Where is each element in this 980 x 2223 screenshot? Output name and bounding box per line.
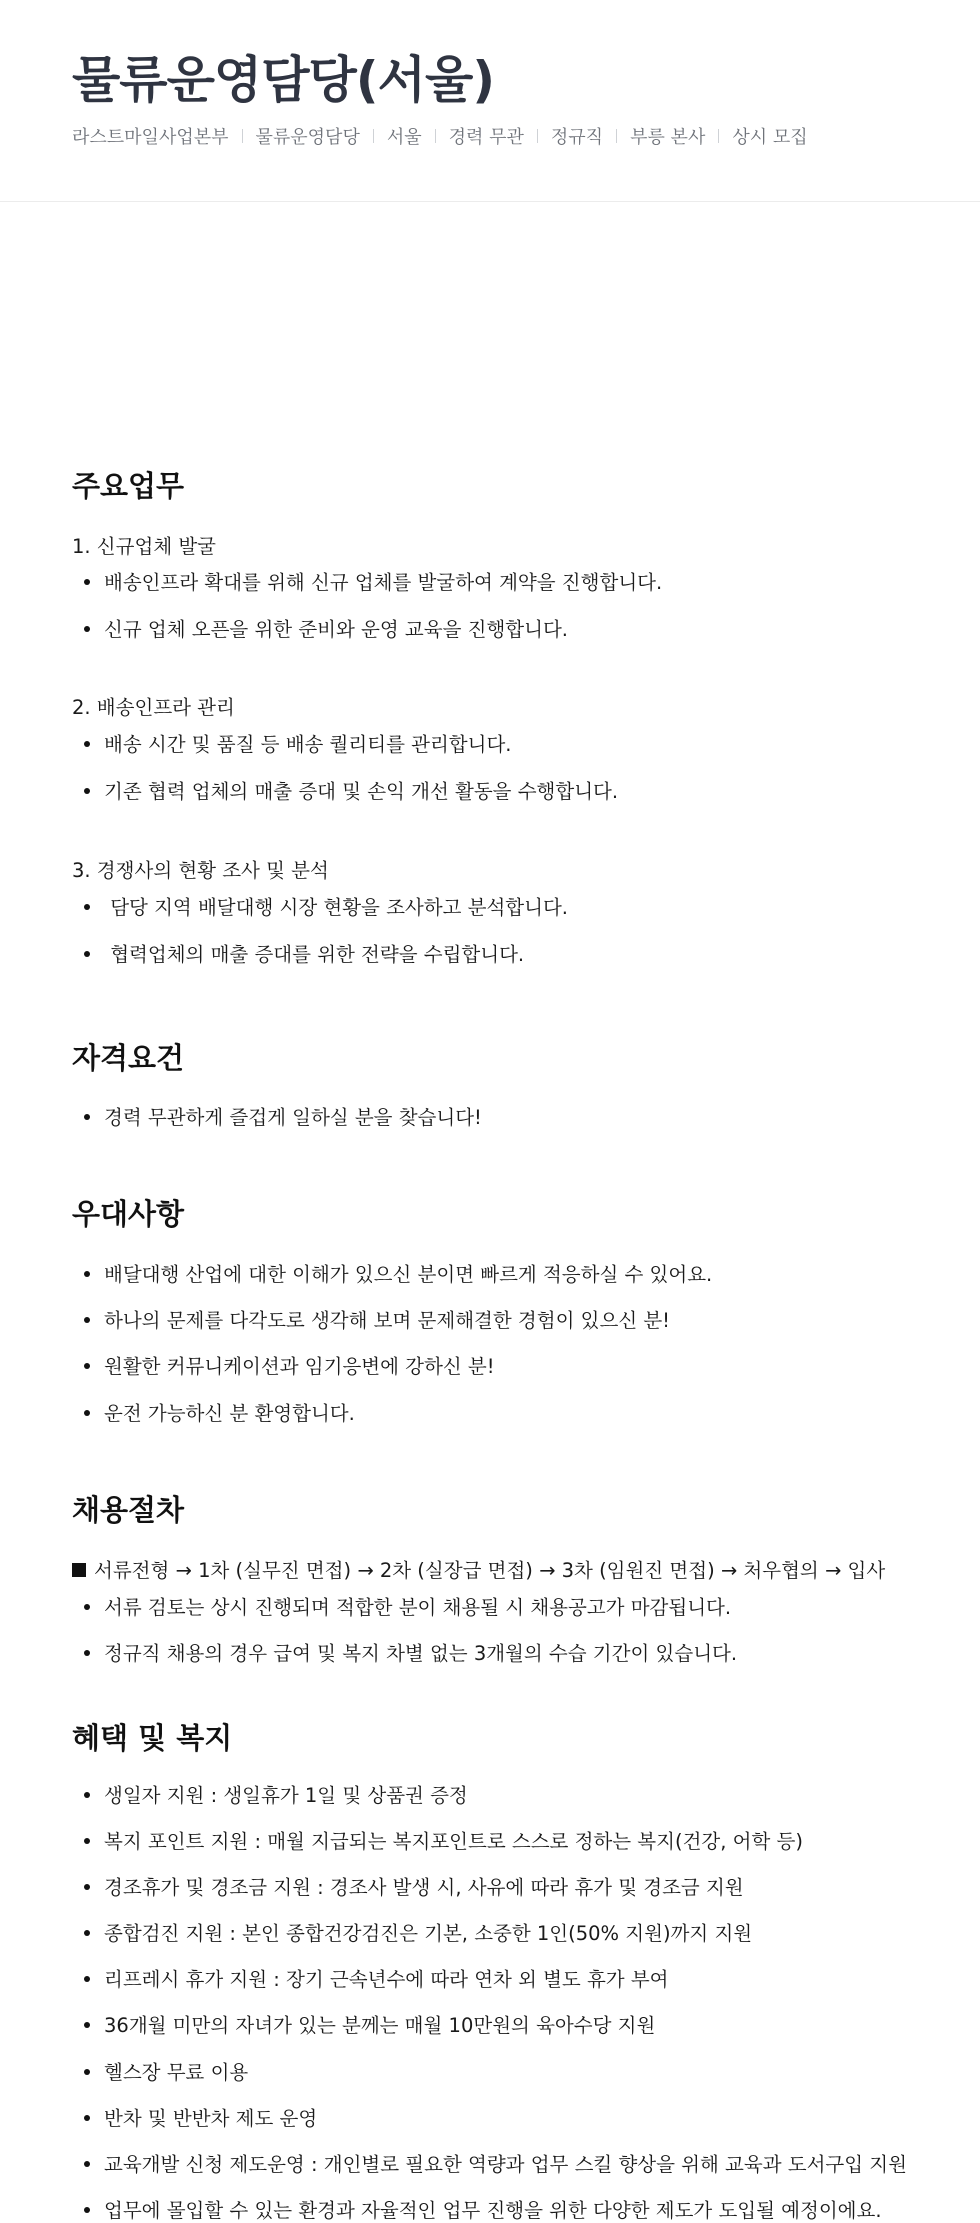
bullet-icon bbox=[84, 1363, 90, 1369]
bullet-icon bbox=[84, 1114, 90, 1120]
bullet-icon bbox=[84, 1884, 90, 1890]
list-item bbox=[72, 2010, 655, 2038]
meta-recruit-status: 상시 모집 bbox=[732, 127, 808, 148]
list-item bbox=[72, 1592, 731, 1620]
bullet-icon bbox=[84, 2022, 90, 2028]
meta-divider bbox=[242, 129, 243, 143]
bullet-icon bbox=[84, 1317, 90, 1323]
meta-divider bbox=[435, 129, 436, 143]
section-heading-benefits: 혜택 및 복지 bbox=[72, 1721, 233, 1755]
meta-experience: 경력 무관 bbox=[448, 127, 524, 148]
list-item-text: 신규 업체 오픈을 위한 준비와 운영 교육을 진행합니다. bbox=[104, 618, 569, 641]
meta-divider bbox=[373, 129, 374, 143]
bullet-icon bbox=[84, 1604, 90, 1610]
list-item bbox=[72, 1780, 468, 1808]
list-item bbox=[72, 2149, 907, 2177]
meta-divider bbox=[616, 129, 617, 143]
bullet-icon bbox=[84, 2207, 90, 2213]
job-meta-tags bbox=[72, 123, 808, 149]
list-item bbox=[72, 2057, 248, 2085]
list-item bbox=[72, 939, 524, 967]
bullet-icon bbox=[84, 741, 90, 747]
list-item-text: 경력 무관하게 즐겁게 일하실 분을 찾습니다! bbox=[104, 1106, 482, 1129]
list-item bbox=[72, 1638, 737, 1666]
list-item-text: 복지 포인트 지원 : 매월 지급되는 복지포인트로 스스로 정하는 복지(건강, 어학 등) bbox=[104, 1830, 803, 1853]
page-title: 물류운영담당(서울) bbox=[72, 51, 495, 109]
list-item bbox=[72, 1102, 482, 1130]
bullet-icon bbox=[84, 1838, 90, 1844]
bullet-icon bbox=[84, 579, 90, 585]
list-item bbox=[72, 892, 568, 920]
list-item-text: 정규직 채용의 경우 급여 및 복지 차별 없는 3개월의 수습 기간이 있습니다. bbox=[104, 1642, 738, 1665]
list-item-text: 배송인프라 확대를 위해 신규 업체를 발굴하여 계약을 진행합니다. bbox=[104, 571, 663, 594]
hiring-flow bbox=[72, 1555, 885, 1583]
meta-department: 라스트마일사업본부 bbox=[72, 127, 229, 148]
list-item-text: 배송 시간 및 품질 등 배송 퀄리티를 관리합니다. bbox=[104, 733, 512, 756]
bullet-icon bbox=[84, 2069, 90, 2075]
list-item-text: 리프레시 휴가 지원 : 장기 근속년수에 따라 연차 외 별도 휴가 부여 bbox=[104, 1968, 669, 1991]
list-item bbox=[72, 2195, 882, 2223]
list-item-text: 헬스장 무료 이용 bbox=[104, 2061, 249, 2084]
list-item bbox=[72, 614, 568, 642]
list-item-text: 하나의 문제를 다각도로 생각해 보며 문제해결한 경험이 있으신 분! bbox=[104, 1309, 671, 1332]
square-bullet-icon bbox=[72, 1563, 86, 1577]
bullet-icon bbox=[84, 904, 90, 910]
bullet-icon bbox=[84, 1410, 90, 1416]
bullet-icon bbox=[84, 2161, 90, 2167]
list-item-text: 교육개발 신청 제도운영 : 개인별로 필요한 역량과 업무 스킬 향상을 위해 교육과 도서구입 지원 bbox=[104, 2153, 907, 2176]
list-item bbox=[72, 776, 618, 804]
list-item-text: 생일자 지원 : 생일휴가 1일 및 상품권 증정 bbox=[104, 1784, 468, 1807]
list-item-text: 담당 지역 배달대행 시장 현황을 조사하고 분석합니다. bbox=[104, 896, 569, 919]
list-item-text: 기존 협력 업체의 매출 증대 및 손익 개선 활동을 수행합니다. bbox=[104, 780, 619, 803]
list-item-text: 배달대행 산업에 대한 이해가 있으신 분이면 빠르게 적응하실 수 있어요. bbox=[104, 1263, 713, 1286]
list-item-text: 종합검진 지원 : 본인 종합건강검진은 기본, 소중한 1인(50% 지원)까지 지원 bbox=[104, 1922, 753, 1945]
meta-office: 부릉 본사 bbox=[630, 127, 706, 148]
list-item bbox=[72, 1964, 669, 1992]
list-item bbox=[72, 2103, 317, 2131]
list-item bbox=[72, 1826, 803, 1854]
bullet-icon bbox=[84, 1930, 90, 1936]
job-header bbox=[0, 0, 980, 202]
list-item bbox=[72, 1351, 495, 1379]
list-item bbox=[72, 567, 662, 595]
bullet-icon bbox=[84, 1792, 90, 1798]
bullet-icon bbox=[84, 1976, 90, 1982]
section-heading-qualifications: 자격요건 bbox=[72, 1041, 185, 1075]
list-item bbox=[72, 1398, 355, 1426]
bullet-icon bbox=[84, 951, 90, 957]
list-item bbox=[72, 1918, 752, 1946]
list-item-text: 업무에 몰입할 수 있는 환경과 자율적인 업무 진행을 위한 다양한 제도가 도입될 예정이에요. bbox=[104, 2199, 882, 2222]
list-item bbox=[72, 1259, 712, 1287]
section-heading-duties: 주요업무 bbox=[72, 469, 185, 503]
bullet-icon bbox=[84, 1271, 90, 1277]
bullet-icon bbox=[84, 2115, 90, 2121]
list-item-text: 운전 가능하신 분 환영합니다. bbox=[104, 1402, 355, 1425]
duty-group-title: 1. 신규업체 발굴 bbox=[72, 535, 217, 558]
list-item-text: 서류 검토는 상시 진행되며 적합한 분이 채용될 시 채용공고가 마감됩니다. bbox=[104, 1596, 732, 1619]
list-item bbox=[72, 1872, 744, 1900]
bullet-icon bbox=[84, 788, 90, 794]
duty-group-title: 2. 배송인프라 관리 bbox=[72, 696, 235, 719]
list-item bbox=[72, 1305, 670, 1333]
duty-group-title: 3. 경쟁사의 현황 조사 및 분석 bbox=[72, 859, 329, 882]
list-item bbox=[72, 729, 512, 757]
bullet-icon bbox=[84, 1650, 90, 1656]
section-heading-process: 채용절차 bbox=[72, 1493, 185, 1527]
section-heading-preferred: 우대사항 bbox=[72, 1197, 185, 1231]
meta-employment-type: 정규직 bbox=[550, 127, 604, 148]
list-item-text: 36개월 미만의 자녀가 있는 분께는 매월 10만원의 육아수당 지원 bbox=[104, 2014, 656, 2037]
list-item-text: 원활한 커뮤니케이션과 임기응변에 강하신 분! bbox=[104, 1355, 495, 1378]
meta-divider bbox=[718, 129, 719, 143]
hiring-flow-text: 서류전형 → 1차 (실무진 면접) → 2차 (실장급 면접) → 3차 (임원진 면접) → 처우협의 → 입사 bbox=[94, 1559, 886, 1582]
list-item-text: 반차 및 반반차 제도 운영 bbox=[104, 2107, 318, 2130]
meta-team: 물류운영담당 bbox=[255, 127, 360, 148]
bullet-icon bbox=[84, 626, 90, 632]
meta-divider bbox=[537, 129, 538, 143]
list-item-text: 경조휴가 및 경조금 지원 : 경조사 발생 시, 사유에 따라 휴가 및 경조금 지원 bbox=[104, 1876, 744, 1899]
list-item-text: 협력업체의 매출 증대를 위한 전략을 수립합니다. bbox=[104, 943, 525, 966]
meta-location: 서울 bbox=[386, 127, 422, 148]
